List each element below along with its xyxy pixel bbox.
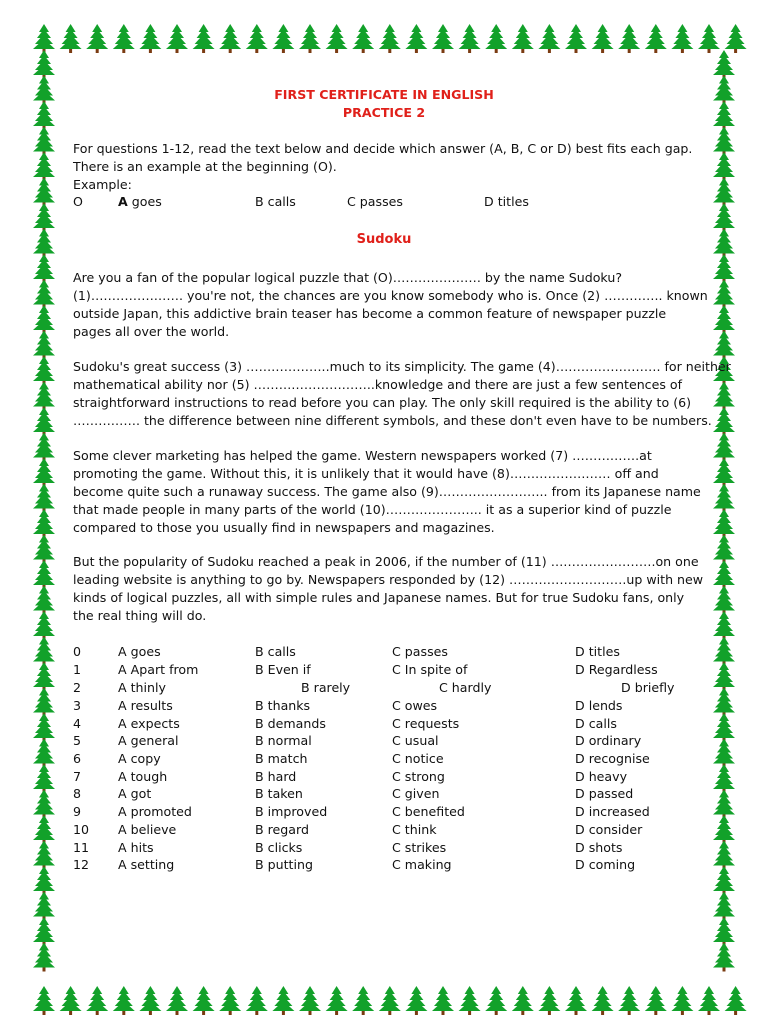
option-d: D recognise <box>575 751 650 766</box>
option-b: B thanks <box>255 698 311 713</box>
option-d: D heavy <box>575 769 628 784</box>
option-b: B normal <box>255 733 312 748</box>
option-b: B Even if <box>255 662 311 677</box>
option-c: C requests <box>392 716 460 731</box>
example-number: O <box>73 194 83 209</box>
option-b: B match <box>255 751 308 766</box>
paragraph-line: Some clever marketing has helped the game. Western newspapers worked (7) …………….at <box>73 448 652 463</box>
question-number: 1 <box>73 662 82 677</box>
question-number: 3 <box>73 698 82 713</box>
option-c: C usual <box>392 733 439 748</box>
option-d: D increased <box>575 804 650 819</box>
option-b: B putting <box>255 857 313 872</box>
option-a: A promoted <box>118 804 192 819</box>
page-subtitle: PRACTICE 2 <box>342 105 426 120</box>
option-c: C notice <box>392 751 444 766</box>
option-d: D titles <box>575 644 620 659</box>
option-d: D lends <box>575 698 623 713</box>
option-a: A expects <box>118 716 180 731</box>
option-d: D coming <box>575 857 636 872</box>
option-b: B regard <box>255 822 309 837</box>
question-number: 11 <box>73 840 90 855</box>
option-d: D calls <box>575 716 617 731</box>
paragraph-line: kinds of logical puzzles, all with simple rules and Japanese names. But for true Sudoku fans, only <box>73 590 685 605</box>
paragraph-line: promoting the game. Without this, it is unlikely that it would have (8)…………………… off and <box>73 466 659 481</box>
question-number: 8 <box>73 786 82 801</box>
option-c: C benefited <box>392 804 465 819</box>
option-c: C making <box>392 857 452 872</box>
instructions-line-2: There is an example at the beginning (O). <box>73 159 337 174</box>
option-a: A believe <box>118 822 177 837</box>
question-number: 4 <box>73 716 82 731</box>
option-b: B calls <box>255 644 296 659</box>
option-d: D consider <box>575 822 643 837</box>
option-b: B taken <box>255 786 303 801</box>
option-c: C strikes <box>392 840 447 855</box>
example-option-d: D titles <box>484 194 529 209</box>
option-d: D briefly <box>621 680 675 695</box>
paragraph-line: (1)…………………. you're not, the chances are you know somebody who is. Once (2) ………….. known <box>73 288 708 303</box>
paragraph-line: pages all over the world. <box>73 324 230 339</box>
question-number: 2 <box>73 680 82 695</box>
option-a: A hits <box>118 840 154 855</box>
option-c: C In spite of <box>392 662 468 677</box>
paragraph-line: outside Japan, this addictive brain teaser has become a common feature of newspaper puzzle <box>73 306 667 321</box>
paragraph-line: ……………. the difference between nine different symbols, and these don't even have to be numbers. <box>73 413 712 428</box>
option-b: B hard <box>255 769 297 784</box>
option-b: B improved <box>255 804 328 819</box>
example-label: Example: <box>73 177 132 192</box>
paragraph-line: that made people in many parts of the world (10)………………….. it as a superior kind of puzzle <box>73 502 672 517</box>
question-number: 7 <box>73 769 82 784</box>
paragraph-line: Sudoku's great success (3) ………………..much to its simplicity. The game (4)……………………. for neither <box>73 359 731 374</box>
option-c: C owes <box>392 698 438 713</box>
option-a: A copy <box>118 751 161 766</box>
option-a: A goes <box>118 644 161 659</box>
paragraph-line: become quite such a runaway success. The game also (9)…………………….. from its Japanese name <box>73 484 701 499</box>
paragraph-line: mathematical ability nor (5) ………………………..knowledge and there are just a few sentences of <box>73 377 683 392</box>
question-number: 5 <box>73 733 82 748</box>
option-a: A thinly <box>118 680 166 695</box>
instructions-line-1: For questions 1-12, read the text below and decide which answer (A, B, C or D) best fits each gap. <box>73 141 693 156</box>
question-number: 10 <box>73 822 90 837</box>
example-option-a <box>118 193 162 211</box>
option-c: C strong <box>392 769 445 784</box>
paragraph-line: compared to those you usually find in newspapers and magazines. <box>73 520 495 535</box>
option-d: D ordinary <box>575 733 642 748</box>
option-d: D Regardless <box>575 662 658 677</box>
option-b: B clicks <box>255 840 303 855</box>
option-a: A setting <box>118 857 175 872</box>
example-option-a-letter: A <box>118 194 128 209</box>
option-a: A got <box>118 786 152 801</box>
paragraph-line: the real thing will do. <box>73 608 207 623</box>
option-a: A general <box>118 733 179 748</box>
option-d: D shots <box>575 840 623 855</box>
paragraph-line: straightforward instructions to read before you can play. The only skill required is the ability to (6) <box>73 395 692 410</box>
question-number: 9 <box>73 804 82 819</box>
option-a: A tough <box>118 769 168 784</box>
option-c: C think <box>392 822 437 837</box>
option-b: B rarely <box>301 680 351 695</box>
example-option-c: C passes <box>347 194 403 209</box>
option-a: A results <box>118 698 173 713</box>
question-number: 12 <box>73 857 90 872</box>
question-number: 6 <box>73 751 82 766</box>
option-c: C passes <box>392 644 448 659</box>
text-title: Sudoku <box>356 232 412 247</box>
paragraph-line: leading website is anything to go by. Newspapers responded by (12) ……………………….up with new <box>73 572 704 587</box>
option-b: B demands <box>255 716 326 731</box>
page-title: FIRST CERTIFICATE IN ENGLISH <box>274 87 494 102</box>
option-c: C given <box>392 786 440 801</box>
example-option-a-word: goes <box>127 194 162 209</box>
paragraph-line: Are you a fan of the popular logical puzzle that (O)………………… by the name Sudoku? <box>73 270 623 285</box>
question-number: 0 <box>73 644 82 659</box>
option-d: D passed <box>575 786 634 801</box>
option-c: C hardly <box>439 680 492 695</box>
example-option-b: B calls <box>255 194 296 209</box>
option-a: A Apart from <box>118 662 199 677</box>
paragraph-line: But the popularity of Sudoku reached a peak in 2006, if the number of (11) …………………….on one <box>73 554 699 569</box>
